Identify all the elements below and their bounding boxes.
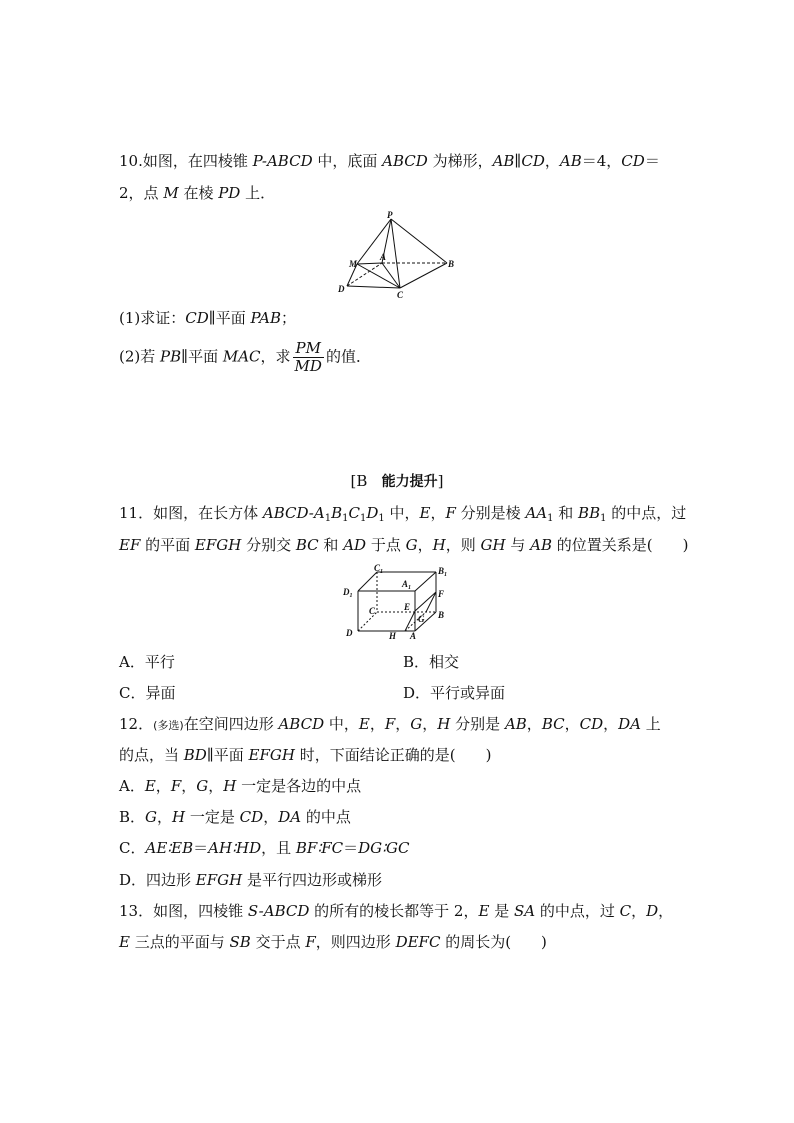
- text: ，: [181, 777, 197, 795]
- pyramid-figure: [335, 208, 465, 300]
- edge-D1C1: [358, 572, 377, 591]
- text: ＝: [343, 839, 359, 857]
- text: A．: [119, 777, 145, 795]
- text: 在棱: [178, 184, 219, 202]
- label-D: D: [346, 628, 353, 638]
- label-A: A: [380, 252, 387, 262]
- text: 三点的平面与: [129, 933, 230, 951]
- label-C: C: [397, 290, 404, 300]
- section-title: 能力提升: [381, 474, 438, 490]
- math: AE∶EB: [145, 839, 194, 857]
- q11-line1: [119, 503, 686, 523]
- math: GH: [480, 536, 506, 554]
- text: 分别是: [450, 715, 505, 733]
- label-C1: $C_1$: [374, 563, 384, 575]
- text: ，: [417, 536, 433, 554]
- label-B: B: [438, 610, 445, 620]
- math: F: [445, 504, 456, 522]
- math: D: [366, 504, 379, 522]
- math: H: [432, 536, 446, 554]
- text: 平面: [215, 309, 251, 327]
- math: AB∥CD: [492, 152, 545, 170]
- text: 平面: [188, 347, 223, 366]
- math: C: [619, 902, 632, 920]
- math: E: [478, 902, 490, 920]
- math: P-ABCD: [252, 152, 313, 170]
- text: 的值．: [325, 347, 371, 366]
- math: AD: [343, 536, 367, 554]
- math: EF: [119, 536, 141, 554]
- math: E: [144, 777, 156, 795]
- math: SA: [513, 902, 536, 920]
- q11-option-B: B．相交: [403, 653, 460, 671]
- text: 是: [489, 902, 514, 920]
- text: 与: [505, 536, 531, 554]
- edge-DC: [347, 286, 400, 288]
- text: ，: [631, 902, 647, 920]
- text: 分别是棱: [455, 504, 526, 522]
- text: 的所有的棱长都等于 2，: [309, 902, 479, 920]
- math: CD: [239, 808, 264, 826]
- text: 在空间四边形: [183, 715, 279, 733]
- q12-line1: [119, 714, 661, 736]
- q13-line2: [119, 932, 547, 952]
- section-header: [0, 471, 794, 492]
- math: DG∶GC: [358, 839, 410, 857]
- math: BB: [578, 504, 601, 522]
- q11-option-C: C．异面: [119, 684, 176, 702]
- q12-option-D: [119, 870, 382, 890]
- label-P: P: [387, 210, 393, 220]
- text: ，: [526, 715, 542, 733]
- text: 上: [641, 715, 661, 733]
- math: C: [348, 504, 360, 522]
- text: ＝: [193, 839, 209, 857]
- text: 和: [318, 536, 344, 554]
- edge-EF: [415, 592, 436, 611]
- math: BC: [541, 715, 565, 733]
- math: B: [331, 504, 343, 522]
- text: C．: [119, 839, 146, 857]
- math: H: [223, 777, 237, 795]
- math: AA: [525, 504, 548, 522]
- edge-CB: [400, 263, 447, 288]
- label-B: B: [448, 259, 455, 269]
- q12-line2: [119, 745, 491, 765]
- math: BC: [295, 536, 319, 554]
- text: 11．如图，在长方体: [119, 504, 263, 522]
- math: AB: [530, 536, 552, 554]
- label-H: H: [389, 631, 397, 641]
- text: ，: [430, 504, 446, 522]
- math: G: [410, 715, 423, 733]
- text: ，: [157, 808, 173, 826]
- text: 12．: [119, 715, 154, 733]
- text: ，: [544, 152, 560, 170]
- text: 交于点: [250, 933, 306, 951]
- math: D: [646, 902, 659, 920]
- text: ，: [658, 902, 674, 920]
- text: ，且: [261, 839, 296, 857]
- math: PD: [218, 184, 241, 202]
- math: ABCD: [382, 152, 428, 170]
- text: 时，下面结论正确的是( ): [294, 746, 492, 764]
- label-M: M: [349, 259, 358, 269]
- numerator: PM: [293, 340, 324, 358]
- text: 的中点，过: [535, 902, 620, 920]
- math: PB∥: [160, 347, 189, 366]
- label-D1: $D_1$: [343, 587, 353, 599]
- bracket-close: ]: [437, 472, 444, 490]
- label-G: G: [418, 614, 425, 624]
- edge-MC: [357, 264, 400, 288]
- math: BF∶FC: [295, 839, 344, 857]
- denominator: MD: [294, 357, 322, 375]
- text: ＝4，: [581, 152, 622, 170]
- math: ABCD: [278, 715, 325, 733]
- text: 平面: [213, 746, 249, 764]
- text: (1)求证：: [119, 309, 186, 327]
- math: G: [405, 536, 418, 554]
- text: ，: [208, 777, 224, 795]
- text: 的中点，过: [606, 504, 687, 522]
- sub: 1: [324, 513, 332, 524]
- fraction-PM-MD: [293, 340, 324, 375]
- edge-FG: [426, 592, 436, 612]
- math: EFGH: [195, 871, 243, 889]
- text: 10.如图，在四棱锥: [119, 152, 253, 170]
- label-C: C: [369, 606, 376, 616]
- math: DA: [618, 715, 641, 733]
- q11-line2: [119, 535, 688, 555]
- text: ，则: [445, 536, 481, 554]
- math: DA: [278, 808, 302, 826]
- math: S-ABCD: [247, 902, 310, 920]
- math: E: [419, 504, 431, 522]
- edge-A1B1: [415, 572, 436, 591]
- text: 为梯形，: [427, 152, 493, 170]
- label-E: E: [404, 602, 411, 612]
- text: ，: [564, 715, 580, 733]
- text: 13．如图，四棱锥: [119, 902, 248, 920]
- text: 中，: [324, 715, 359, 733]
- label-B1: $B_1$: [438, 566, 448, 578]
- math: H: [172, 808, 186, 826]
- q10-line1: [119, 151, 660, 171]
- label-A1: $A_1$: [402, 579, 412, 591]
- text: B．: [119, 808, 146, 826]
- math: CD: [621, 152, 645, 170]
- q12-option-B: [119, 807, 351, 827]
- text: 和: [553, 504, 579, 522]
- text: ，: [603, 715, 619, 733]
- text: 一定是: [185, 808, 240, 826]
- sub: 1: [378, 513, 385, 524]
- math: DEFC: [395, 933, 441, 951]
- text: 上．: [240, 184, 276, 202]
- text: ，: [155, 777, 171, 795]
- math: AH∶HD: [208, 839, 262, 857]
- text: ＝: [644, 152, 660, 170]
- text: 的平面: [140, 536, 195, 554]
- text: ，则四边形: [315, 933, 396, 951]
- math: BD∥: [183, 746, 214, 764]
- sub: 1: [342, 513, 349, 524]
- math: AB: [559, 152, 582, 170]
- text: (2)若: [119, 347, 161, 366]
- text: 中，底面: [312, 152, 383, 170]
- label-F: F: [438, 589, 445, 599]
- text: 一定是各边的中点: [236, 777, 362, 795]
- text: ，求: [260, 347, 291, 366]
- math: E: [358, 715, 370, 733]
- sub: 1: [359, 513, 367, 524]
- text: 的位置关系是( ): [551, 536, 689, 554]
- text: ，: [263, 808, 279, 826]
- math: MAC: [222, 347, 261, 366]
- math: EFGH: [248, 746, 295, 764]
- math: F: [305, 933, 316, 951]
- text: ，: [369, 715, 385, 733]
- text: ，: [395, 715, 411, 733]
- text: 的中点: [301, 808, 351, 826]
- math: EFGH: [194, 536, 242, 554]
- edge-PB: [391, 219, 447, 263]
- math: SB: [229, 933, 251, 951]
- q10-part2: [119, 340, 371, 375]
- text: 的周长为( ): [440, 933, 547, 951]
- math: M: [163, 184, 179, 202]
- math: CD∥: [185, 309, 216, 327]
- q11-option-D: D．平行或异面: [403, 684, 506, 702]
- math: PAB: [250, 309, 282, 327]
- sub: 1: [547, 513, 554, 524]
- edge-EH: [405, 611, 415, 631]
- math: H: [437, 715, 451, 733]
- text: 中，: [384, 504, 420, 522]
- math: F: [170, 777, 182, 795]
- q13-line1: [119, 901, 673, 921]
- q11-option-A: A．平行: [119, 653, 175, 671]
- text: 是平行四边形或梯形: [242, 871, 382, 889]
- text: ；: [281, 309, 297, 327]
- edge-MA: [357, 263, 382, 264]
- text: 于点: [366, 536, 406, 554]
- math: AB: [504, 715, 527, 733]
- label-A: A: [410, 631, 417, 641]
- bracket-open: [B: [350, 472, 368, 490]
- text: D．四边形: [119, 871, 196, 889]
- q12-option-A: [119, 776, 361, 796]
- math: E: [119, 933, 130, 951]
- q10-line2: [119, 183, 275, 203]
- math: CD: [579, 715, 604, 733]
- text: 2，点: [119, 184, 164, 202]
- text: 的点，当: [119, 746, 184, 764]
- sub: 1: [600, 513, 607, 524]
- math: ABCD-A: [262, 504, 325, 522]
- q12-option-C: [119, 838, 410, 858]
- multi-choice-tag: (多选): [153, 719, 184, 732]
- math: G: [145, 808, 158, 826]
- math: G: [196, 777, 209, 795]
- text: 分别交: [241, 536, 296, 554]
- text: ，: [422, 715, 438, 733]
- math: F: [384, 715, 396, 733]
- cuboid-figure: [340, 562, 455, 644]
- label-D: D: [338, 284, 345, 294]
- q10-part1: [119, 308, 296, 328]
